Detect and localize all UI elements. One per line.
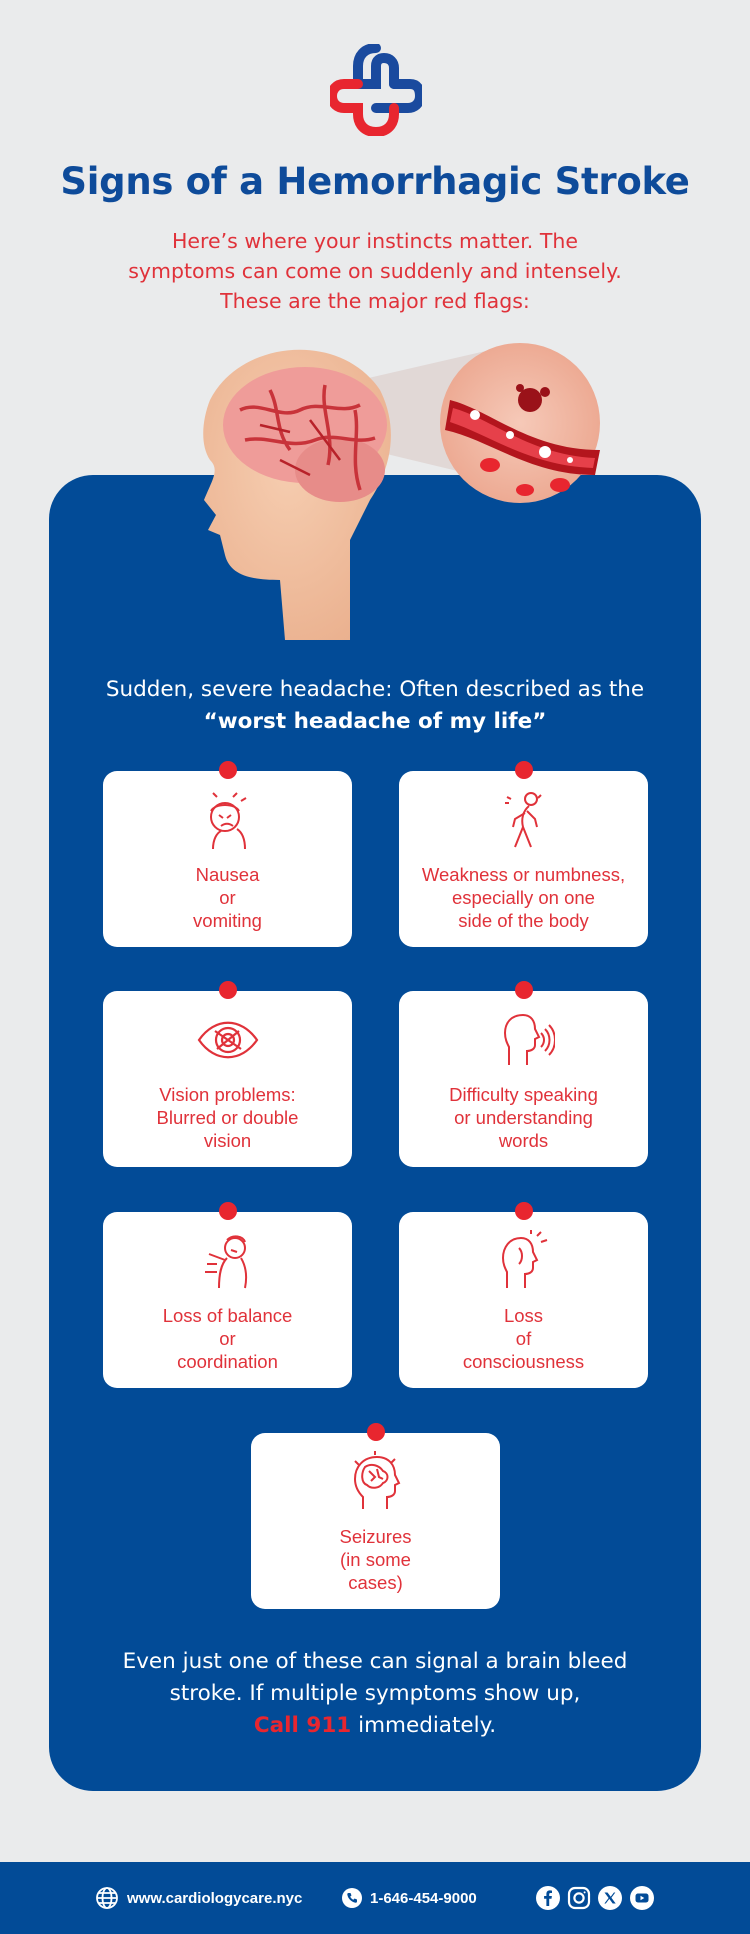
closing-line-rest: immediately. bbox=[351, 1713, 497, 1738]
closing-line: Even just one of these can signal a brain bleed bbox=[122, 1649, 628, 1674]
speaking-icon bbox=[493, 1009, 555, 1071]
seizure-icon bbox=[345, 1451, 407, 1513]
symptom-label-line: Blurred or double bbox=[156, 1107, 299, 1128]
symptom-label-line: side of the body bbox=[458, 910, 589, 931]
symptom-label bbox=[259, 1525, 492, 1594]
symptom-label bbox=[111, 863, 344, 932]
symptom-label-line: vision bbox=[203, 1130, 252, 1151]
symptom-label-line: or bbox=[219, 1328, 236, 1349]
symptom-card-balance bbox=[103, 1212, 352, 1388]
symptom-label-line: (in some bbox=[340, 1549, 411, 1570]
symptom-label-line: Loss of balance bbox=[162, 1305, 293, 1326]
symptom-label-line: Weakness or numbness, bbox=[421, 864, 626, 885]
instagram-icon[interactable] bbox=[567, 1886, 591, 1910]
symptom-label-line: cases) bbox=[348, 1572, 403, 1593]
symptom-label-line: Seizures bbox=[339, 1526, 412, 1547]
card-marker bbox=[219, 761, 237, 779]
symptom-label-line: words bbox=[498, 1130, 549, 1151]
card-marker bbox=[515, 1202, 533, 1220]
symptom-label bbox=[407, 1083, 640, 1152]
x-icon[interactable] bbox=[598, 1886, 622, 1910]
symptom-label-line: or understanding bbox=[454, 1107, 593, 1128]
card-marker bbox=[219, 981, 237, 999]
symptom-card-speaking bbox=[399, 991, 648, 1167]
symptom-card-consciousness bbox=[399, 1212, 648, 1388]
symptom-label-line: vomiting bbox=[193, 910, 262, 931]
website-text: www.cardiologycare.nyc bbox=[127, 1889, 303, 1907]
phone-icon bbox=[342, 1888, 362, 1908]
intro-line: symptoms can come on suddenly and intensely. bbox=[128, 259, 622, 283]
symptom-card-seizures bbox=[251, 1433, 500, 1609]
closing-line: stroke. If multiple symptoms show up, bbox=[169, 1681, 581, 1706]
eye-icon bbox=[185, 1009, 271, 1071]
symptom-card-vision bbox=[103, 991, 352, 1167]
headache-symptom bbox=[60, 674, 690, 738]
page-title: Signs of a Hemorrhagic Stroke bbox=[60, 160, 690, 203]
symptom-label-line: Nausea bbox=[195, 864, 260, 885]
symptom-label-line: Loss bbox=[503, 1305, 544, 1326]
intro-text bbox=[75, 226, 675, 316]
call-911-cta: Call 911 bbox=[253, 1713, 352, 1738]
symptom-label-line: consciousness bbox=[462, 1351, 585, 1372]
brain-bleed-illustration bbox=[150, 340, 620, 640]
symptom-card-weakness bbox=[399, 771, 648, 947]
headache-text: Sudden, severe headache: Often described as the bbox=[105, 677, 645, 702]
symptom-label-line: of bbox=[515, 1328, 532, 1349]
cardio-cross-logo bbox=[330, 44, 422, 136]
card-marker bbox=[367, 1423, 385, 1441]
fainting-icon bbox=[493, 1230, 555, 1292]
symptom-label-line: especially on one bbox=[452, 887, 595, 908]
closing-message bbox=[80, 1646, 670, 1742]
balance-icon bbox=[197, 1230, 259, 1292]
facebook-icon[interactable] bbox=[536, 1886, 560, 1910]
footer bbox=[0, 1862, 750, 1934]
symptom-label-line: Vision problems: bbox=[159, 1084, 296, 1105]
headache-quote: “worst headache of my life” bbox=[203, 709, 547, 734]
website-link[interactable] bbox=[95, 1862, 302, 1934]
symptom-label bbox=[111, 1083, 344, 1152]
youtube-icon[interactable] bbox=[630, 1886, 654, 1910]
symptom-label bbox=[407, 1304, 640, 1373]
symptom-label bbox=[407, 863, 640, 932]
symptom-label bbox=[111, 1304, 344, 1373]
card-marker bbox=[515, 761, 533, 779]
card-marker bbox=[515, 981, 533, 999]
symptom-card-nausea bbox=[103, 771, 352, 947]
symptom-label-line: Difficulty speaking bbox=[449, 1084, 598, 1105]
phone-text: 1-646-454-9000 bbox=[370, 1889, 477, 1907]
phone-link[interactable] bbox=[342, 1862, 477, 1934]
intro-line: These are the major red flags: bbox=[220, 289, 530, 313]
symptom-label-line: or bbox=[219, 887, 236, 908]
closing-line bbox=[80, 1710, 670, 1742]
symptom-label-line: coordination bbox=[177, 1351, 278, 1372]
globe-icon bbox=[95, 1886, 119, 1910]
nausea-icon bbox=[197, 789, 259, 851]
weakness-icon bbox=[493, 789, 555, 851]
intro-line: Here’s where your instincts matter. The bbox=[172, 229, 578, 253]
card-marker bbox=[219, 1202, 237, 1220]
